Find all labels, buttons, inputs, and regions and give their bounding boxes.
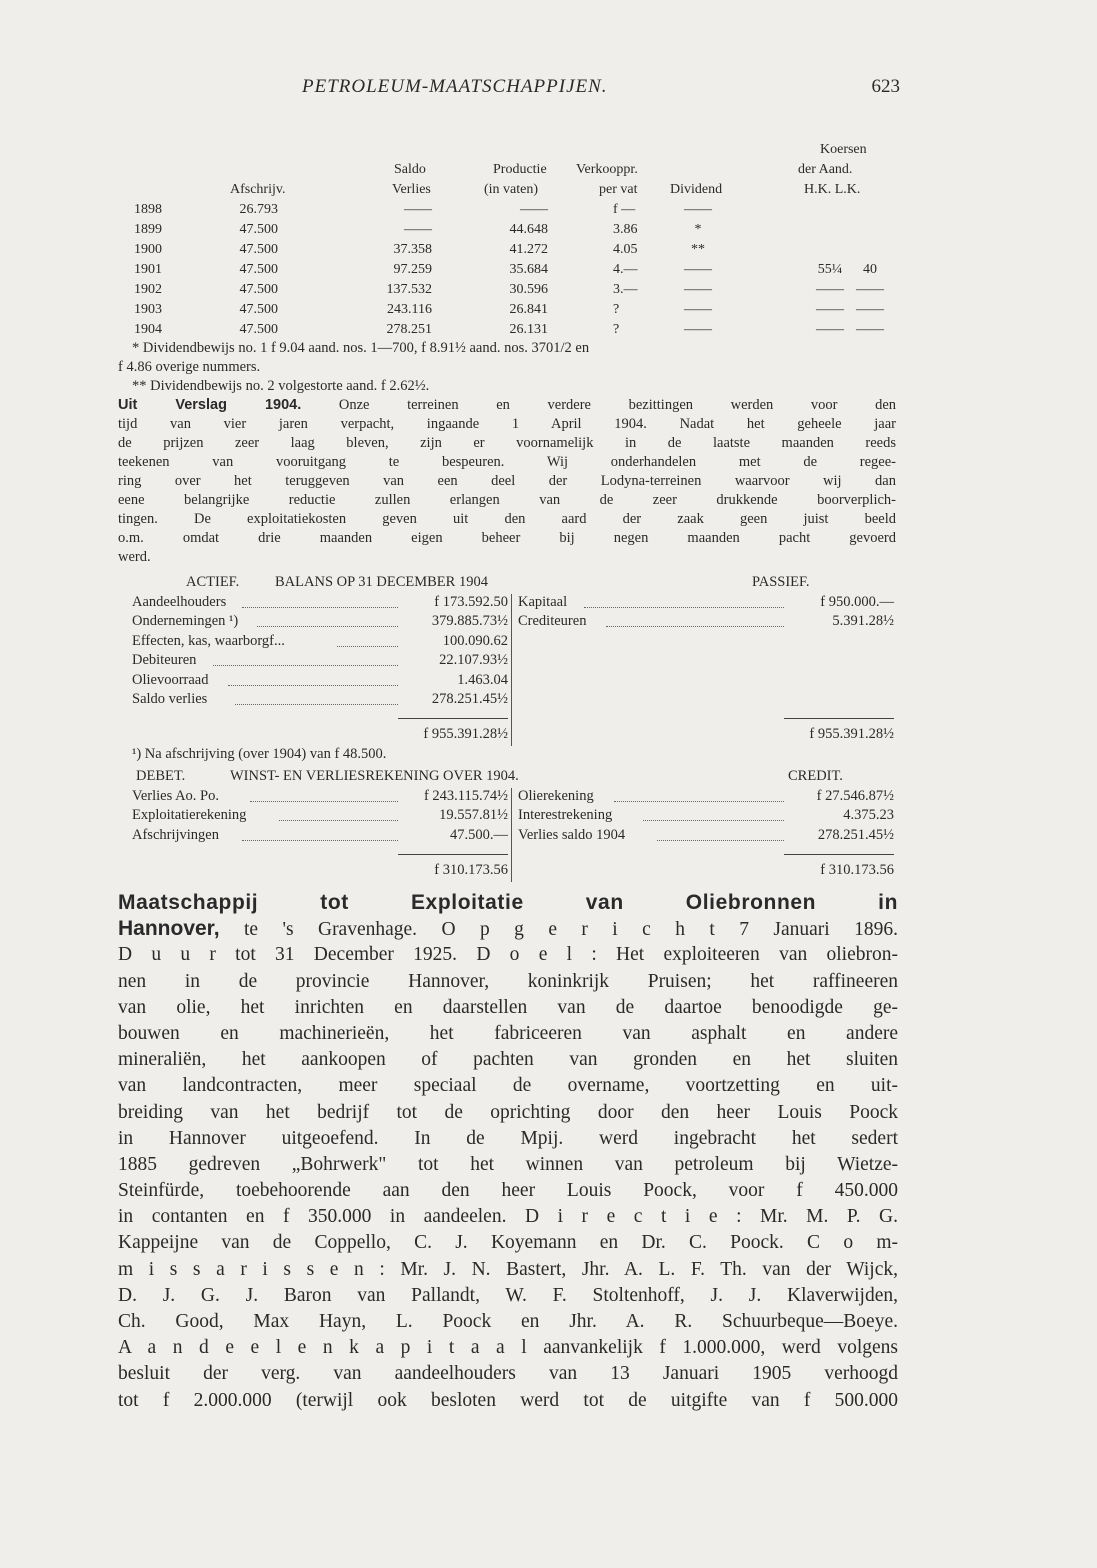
profit_loss-right-amount: 4.375.23 xyxy=(843,807,894,824)
company-line: D u u r tot 31 December 1925. D o e l : Het exploiteeren van oliebron- xyxy=(118,944,898,966)
dotted-leader xyxy=(213,665,398,666)
verslag-line: tingen. De exploitatiekosten geven uit den aard der zaak geen juist beeld xyxy=(118,511,896,527)
table-row xyxy=(118,262,898,282)
balance-left-amount: 100.090.62 xyxy=(442,632,508,649)
dotted-leader xyxy=(643,820,784,821)
company-name: Maatschappij tot Exploitatie van Oliebronnen in xyxy=(118,891,898,914)
company-line: mineraliën, het aankoopen of pachten van gronden en het sluiten xyxy=(118,1049,898,1071)
header-der-aand: der Aand. xyxy=(798,162,853,177)
statistics-table xyxy=(118,142,898,342)
balance-left-label: Debiteuren xyxy=(132,652,197,669)
verslag-heading: Uit Verslag 1904. xyxy=(118,397,302,413)
year-cell: 1903 xyxy=(134,302,162,317)
profit_loss-title: WINST- EN VERLIESREKENING OVER 1904. xyxy=(230,768,519,784)
price-cell: ? xyxy=(613,302,620,317)
company-line: van landcontracten, meer speciaal de overname, voortzetting en uit- xyxy=(118,1075,898,1097)
saldo-cell: 278.251 xyxy=(386,322,432,337)
dotted-leader xyxy=(657,840,784,841)
balance-left-label: Saldo verlies xyxy=(132,690,208,707)
dividend-cell: —— xyxy=(684,202,712,217)
balance-left-label: Ondernemingen ¹) xyxy=(132,613,239,630)
header-in-vaten: (in vaten) xyxy=(484,182,539,197)
balance-left-amount: 22.107.93½ xyxy=(439,652,508,669)
dotted-leader xyxy=(242,607,398,608)
company-entry xyxy=(118,890,898,1414)
balance-left-amount: 379.885.73½ xyxy=(431,613,508,630)
total-rule xyxy=(398,854,508,855)
saldo-cell: 137.532 xyxy=(386,282,432,297)
year-cell: 1898 xyxy=(134,202,162,217)
profit_loss-left-label: Afschrijvingen xyxy=(132,826,219,843)
productie-cell: 30.596 xyxy=(509,282,548,297)
year-cell: 1902 xyxy=(134,282,162,297)
afschrijv-cell: 26.793 xyxy=(239,202,278,217)
page-number: 623 xyxy=(871,76,900,97)
profit_loss-left-label: Exploitatierekening xyxy=(132,807,247,824)
balance-left-amount: 1.463.04 xyxy=(457,671,508,688)
balance-footnote: ¹) Na afschrijving (over 1904) van f 48.500. xyxy=(132,746,387,763)
table-body xyxy=(118,202,898,342)
profit_loss-totals xyxy=(130,862,896,881)
header-afschrijv: Afschrijv. xyxy=(230,182,286,197)
productie-cell: 44.648 xyxy=(509,222,548,237)
productie-cell: 26.841 xyxy=(509,302,548,317)
year-cell: 1904 xyxy=(134,322,162,337)
profit_loss-row xyxy=(130,788,896,807)
productie-cell: 26.131 xyxy=(509,322,548,337)
note-line: ** Dividendbewijs no. 2 volgestorte aand. f 2.62½. xyxy=(132,378,430,394)
price-cell: 4.05 xyxy=(613,242,638,257)
company-line: A a n d e e l e n k a p i t a a l aanvankelijk f 1.000.000, werd volgens xyxy=(118,1337,898,1359)
balance-right-label: Kapitaal xyxy=(518,594,568,610)
price-cell: 3.— xyxy=(613,282,638,297)
productie-cell: —— xyxy=(520,202,548,217)
table-row xyxy=(118,222,898,242)
dotted-leader xyxy=(250,801,399,802)
price-cell: ? xyxy=(613,322,620,337)
company-line: nen in de provincie Hannover, koninkrijk Pruisen; het raffineeren xyxy=(118,970,898,992)
profit_loss-row xyxy=(130,807,896,826)
dividend-cell: —— xyxy=(684,262,712,277)
profit_loss-header xyxy=(130,768,896,788)
saldo-cell: —— xyxy=(404,222,432,237)
verslag-line: teekenen van vooruitgang te bespeuren. Wij onderhandelen met de regee- xyxy=(118,454,896,470)
lk-cell: 40 xyxy=(863,262,877,277)
balance-row xyxy=(130,691,896,710)
dividend-cell: ** xyxy=(691,242,705,257)
header-hk-lk: H.K. L.K. xyxy=(804,182,861,197)
company-line: bouwen en machinerieën, het fabriceeren van asphalt en andere xyxy=(118,1022,898,1044)
dotted-leader xyxy=(228,685,398,686)
price-cell: 4.— xyxy=(613,262,638,277)
dotted-leader xyxy=(606,626,784,627)
verslag-line: ring over het teruggeven van een deel der Lodyna-terreinen waarvoor wij dan xyxy=(118,473,896,489)
dotted-leader xyxy=(257,626,398,627)
table-header-row-2 xyxy=(118,162,898,182)
header-saldo: Saldo xyxy=(394,162,426,177)
dividend-cell: —— xyxy=(684,302,712,317)
afschrijv-cell: 47.500 xyxy=(239,282,278,297)
balance-left-label: Effecten, kas, waarborgf... xyxy=(132,632,285,649)
balance-row xyxy=(130,633,896,652)
dotted-leader xyxy=(279,820,398,821)
hk-cell: —— xyxy=(816,322,844,337)
company-line: van olie, het inrichten en daarstellen van de daartoe benoodigde ge- xyxy=(118,996,898,1018)
company-line: 1885 gedreven „Bohrwerk" tot het winnen van petroleum bij Wietze- xyxy=(118,1153,898,1175)
balance-header xyxy=(130,574,896,594)
profit_loss-left-amount: 47.500.— xyxy=(450,826,508,843)
hk-cell: —— xyxy=(816,302,844,317)
verslag-line: tijd van vier jaren verpacht, ingaande 1 April 1904. Nadat het geheele jaar xyxy=(118,416,896,432)
table-header-row-3 xyxy=(118,182,898,202)
dotted-leader xyxy=(584,607,784,608)
price-cell: f — xyxy=(613,202,636,217)
lk-cell: —— xyxy=(856,282,884,297)
balance-title: BALANS OP 31 DECEMBER 1904 xyxy=(275,574,488,590)
hk-cell: 55¼ xyxy=(817,262,843,277)
balance-body xyxy=(130,594,896,746)
company-line: D. J. G. J. Baron van Pallandt, W. F. Stoltenhoff, J. J. Klaverwijden, xyxy=(118,1284,898,1306)
hk-cell: —— xyxy=(816,282,844,297)
header-per-vat: per vat xyxy=(599,182,638,197)
balance-totals xyxy=(130,726,896,745)
balance-left-amount: f 173.592.50 xyxy=(434,594,508,610)
profit_loss-right-amount: 278.251.45½ xyxy=(817,826,894,843)
year-cell: 1900 xyxy=(134,242,162,257)
balance-right-total: f 955.391.28½ xyxy=(809,726,894,743)
balance-right-amount: f 950.000.— xyxy=(820,594,894,610)
productie-cell: 41.272 xyxy=(509,242,548,257)
header-verlies: Verlies xyxy=(392,182,431,197)
balance-row xyxy=(130,594,896,613)
company-body xyxy=(118,942,898,1413)
total-rule xyxy=(784,854,894,855)
profit_loss-body xyxy=(130,788,896,882)
balance-right-head: PASSIEF. xyxy=(752,574,810,590)
afschrijv-cell: 47.500 xyxy=(239,222,278,237)
dividend-cell: —— xyxy=(684,282,712,297)
company-line: in contanten en f 350.000 in aandeelen. D i r e c t i e : Mr. M. P. G. xyxy=(118,1206,898,1228)
table-row xyxy=(118,242,898,262)
lk-cell: —— xyxy=(856,322,884,337)
balance-row xyxy=(130,613,896,632)
profit_loss-right-label: Interestrekening xyxy=(518,807,613,824)
profit_loss-left-amount: f 243.115.74½ xyxy=(423,788,508,804)
balance-left-amount: 278.251.45½ xyxy=(431,690,508,707)
dotted-leader xyxy=(242,840,398,841)
company-line: Kappeijne van de Coppello, C. J. Koyemann en Dr. C. Poock. C o m- xyxy=(118,1232,898,1254)
profit_loss-left-label: Verlies Ao. Po. xyxy=(132,788,219,804)
profit_loss-right-label: Olierekening xyxy=(518,788,594,804)
verslag-body xyxy=(118,415,896,567)
dotted-leader xyxy=(235,704,398,705)
company-line: besluit der verg. van aandeelhouders van 13 Januari 1905 verhoogd xyxy=(118,1363,898,1385)
company-line: Ch. Good, Max Hayn, L. Poock en Jhr. A. R. Schuurbeque—Boeye. xyxy=(118,1311,898,1332)
company-line: m i s s a r i s s e n : Mr. J. N. Bastert, Jhr. A. L. F. Th. van der Wijck, xyxy=(118,1258,898,1280)
dividend-cell: * xyxy=(694,222,702,237)
profit_loss-right-amount: f 27.546.87½ xyxy=(816,788,894,804)
header-dividend: Dividend xyxy=(670,182,723,197)
saldo-cell: 243.116 xyxy=(387,302,432,317)
productie-cell: 35.684 xyxy=(509,262,548,277)
table-row xyxy=(118,282,898,302)
afschrijv-cell: 47.500 xyxy=(239,322,278,337)
balance-row xyxy=(130,652,896,671)
balance-right-amount: 5.391.28½ xyxy=(832,613,894,630)
year-cell: 1901 xyxy=(134,262,162,277)
afschrijv-cell: 47.500 xyxy=(239,302,278,317)
header-productie: Productie xyxy=(493,162,547,177)
profit_loss-left-amount: 19.557.81½ xyxy=(439,807,508,824)
dividend-notes xyxy=(118,339,896,567)
verslag-line: o.m. omdat drie maanden eigen beheer bij negen maanden pacht gevoerd xyxy=(118,530,896,546)
balance-right-label: Crediteuren xyxy=(518,613,587,630)
running-title: PETROLEUM-MAATSCHAPPIJEN. xyxy=(302,76,608,97)
company-line: breiding van het bedrijf tot de oprichting door den heer Louis Poock xyxy=(118,1101,898,1123)
table-header-row-1 xyxy=(118,142,898,162)
note-line: * Dividendbewijs no. 1 f 9.04 aand. nos. 1—700, f 8.91½ aand. nos. 3701/2 en xyxy=(132,340,590,356)
balance-left-label: Olievoorraad xyxy=(132,671,209,688)
balance-left-total: f 955.391.28½ xyxy=(423,726,508,743)
total-rule xyxy=(784,718,894,719)
balance-left-head: ACTIEF. xyxy=(186,574,240,590)
lk-cell: —— xyxy=(856,302,884,317)
table-row xyxy=(118,302,898,322)
header-koersen: Koersen xyxy=(820,142,867,157)
company-name-cont: Hannover, xyxy=(118,917,220,941)
header-verkooppr: Verkooppr. xyxy=(576,162,638,177)
note-line: f 4.86 overige nummers. xyxy=(118,359,261,375)
verslag-line: de prijzen zeer laag bleven, zijn er voornamelijk in de laatste maanden reeds xyxy=(118,435,896,451)
company-line: tot f 2.000.000 (terwijl ook besloten werd tot de uitgifte van f 500.000 xyxy=(118,1389,898,1411)
profit_loss-left-total: f 310.173.56 xyxy=(434,862,508,879)
dotted-leader xyxy=(614,801,784,802)
saldo-cell: 97.259 xyxy=(393,262,432,277)
afschrijv-cell: 47.500 xyxy=(239,242,278,257)
profit-loss-account xyxy=(130,768,896,882)
afschrijv-cell: 47.500 xyxy=(239,262,278,277)
profit_loss-left-head: DEBET. xyxy=(136,768,186,784)
dotted-leader xyxy=(337,646,398,647)
saldo-cell: 37.358 xyxy=(393,242,432,257)
profit_loss-right-label: Verlies saldo 1904 xyxy=(518,826,626,843)
verslag-line: werd. xyxy=(118,549,151,565)
company-line: Steinfürde, toebehoorende aan den heer Louis Poock, voor f 450.000 xyxy=(118,1180,898,1202)
verslag-first-line xyxy=(118,396,896,415)
saldo-cell: —— xyxy=(404,202,432,217)
balance-left-label: Aandeelhouders xyxy=(132,594,227,610)
price-cell: 3.86 xyxy=(613,222,638,237)
company-line: in Hannover uitgeoefend. In de Mpij. werd ingebracht het sedert xyxy=(118,1127,898,1149)
year-cell: 1899 xyxy=(134,222,162,237)
balance-sheet xyxy=(130,574,896,766)
verslag-text: Onze terreinen en verdere bezittingen werden voor den xyxy=(338,397,897,413)
verslag-line: eene belangrijke reductie zullen erlangen van de zeer drukkende boorverplich- xyxy=(118,492,896,508)
profit_loss-right-head: CREDIT. xyxy=(788,768,843,784)
dividend-cell: —— xyxy=(684,322,712,337)
company-line xyxy=(118,916,898,942)
company-line-text: te 's Gravenhage. O p g e r i c h t 7 Januari 1896. xyxy=(243,919,898,941)
total-rule xyxy=(398,718,508,719)
profit_loss-row xyxy=(130,827,896,846)
profit_loss-right-total: f 310.173.56 xyxy=(820,862,894,879)
table-row xyxy=(118,202,898,222)
balance-row xyxy=(130,672,896,691)
